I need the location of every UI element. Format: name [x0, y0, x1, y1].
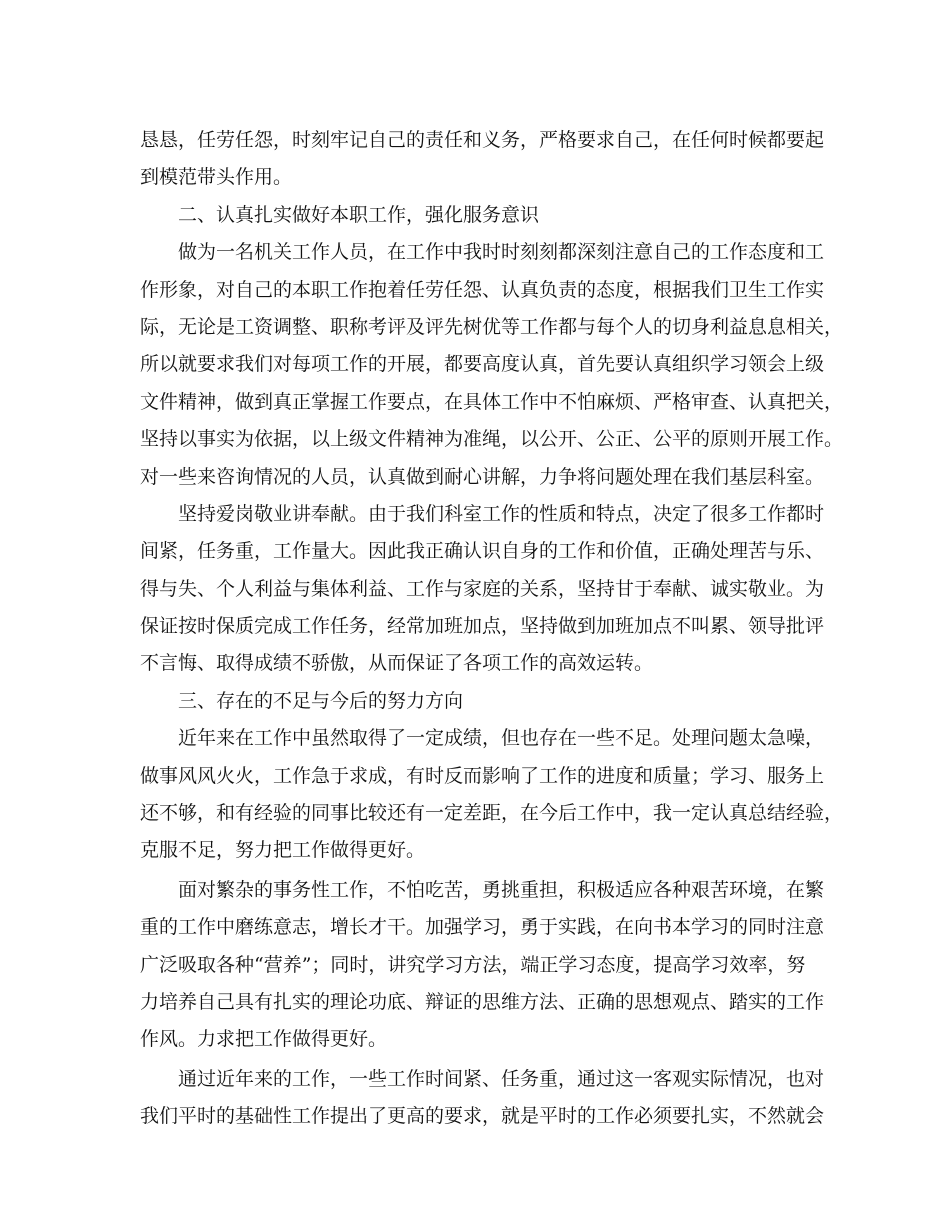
text-line: 不言悔、取得成绩不骄傲，从而保证了各项工作的高效运转。: [140, 652, 654, 675]
text-line: 坚持以事实为依据，以上级文件精神为准绳，以公开、公正、公平的原则开展工作。: [140, 428, 844, 451]
text-line: 对一些来咨询情况的人员，认真做到耐心讲解，力争将问题处理在我们基层科室。: [140, 465, 825, 488]
text-line: 文件精神，做到真正掌握工作要点，在具体工作中不怕麻烦、严格审查、认真把关，: [140, 390, 844, 413]
text-line: 得与失、个人利益与集体利益、工作与家庭的关系，坚持甘于奉献、诚实敬业。为: [140, 577, 825, 600]
text-line: 近年来在工作中虽然取得了一定成绩，但也存在一些不足。处理问题太急噪，: [178, 727, 825, 750]
text-line: 重的工作中磨练意志，增长才干。加强学习，勇于实践，在向书本学习的同时注意: [140, 916, 825, 939]
text-line: 做事风风火火，工作急于求成，有时反而影响了工作的进度和质量；学习、服务上: [140, 764, 825, 787]
text-line: 广泛吸取各种“营养”；同时，讲究学习方法，端正学习态度，提高学习效率，努: [140, 953, 806, 976]
text-line: 通过近年来的工作，一些工作时间紧、任务重，通过这一客观实际情况，也对: [178, 1067, 825, 1090]
text-line: 我们平时的基础性工作提出了更高的要求，就是平时的工作必须要扎实，不然就会: [140, 1105, 825, 1128]
text-line: 做为一名机关工作人员，在工作中我时时刻刻都深刻注意自己的工作态度和工: [178, 241, 825, 264]
text-line: 坚持爱岗敬业讲奉献。由于我们科室工作的性质和特点，决定了很多工作都时: [178, 502, 825, 525]
text-line: 作风。力求把工作做得更好。: [140, 1028, 388, 1051]
text-line: 克服不足，努力把工作做得更好。: [140, 839, 426, 862]
text-line: 际，无论是工资调整、职称考评及评先树优等工作都与每个人的切身利益息息相关，: [140, 315, 844, 338]
text-line: 间紧，任务重，工作量大。因此我正确认识自身的工作和价值，正确处理苦与乐、: [140, 540, 825, 563]
text-line: 还不够，和有经验的同事比较还有一定差距，在今后工作中，我一定认真总结经验，: [140, 802, 844, 825]
text-line: 恳恳，任劳任怨，时刻牢记自己的责任和义务，严格要求自己，在任何时候都要起: [140, 129, 825, 151]
text-line: 作形象，对自己的本职工作抱着任劳任怨、认真负责的态度，根据我们卫生工作实: [140, 278, 825, 301]
text-line: 所以就要求我们对每项工作的开展，都要高度认真，首先要认真组织学习领会上级: [140, 353, 825, 376]
document-body: [140, 122, 844, 1136]
text-line: 力培养自己具有扎实的理论功底、辩证的思维方法、正确的思想观点、踏实的工作: [140, 990, 825, 1013]
text-line: 保证按时保质完成工作任务，经常加班加点，坚持做到加班加点不叫累、领导批评: [140, 615, 825, 638]
text-line: 到模范带头作用。: [140, 166, 293, 189]
text-line: 面对繁杂的事务性工作，不怕吃苦，勇挑重担，积极适应各种艰苦环境，在繁: [178, 878, 825, 901]
section-heading: 三、存在的不足与今后的努力方向: [178, 689, 464, 712]
section-heading: 二、认真扎实做好本职工作，强化服务意识: [178, 203, 540, 226]
